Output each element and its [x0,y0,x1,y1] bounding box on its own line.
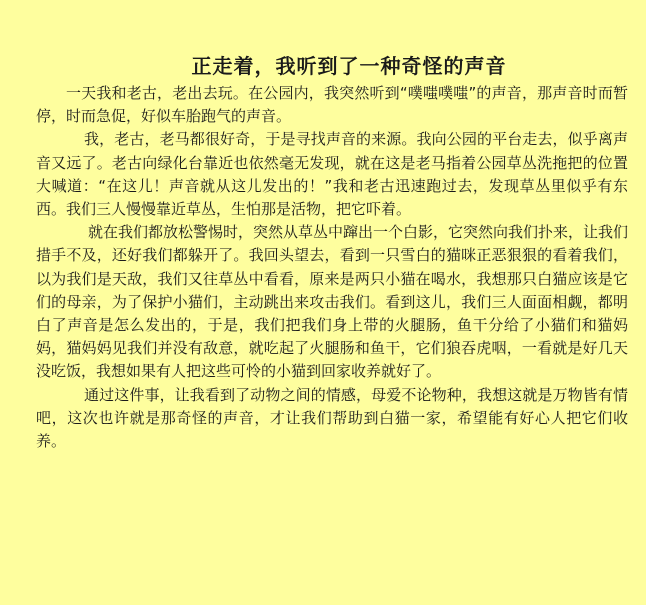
paragraph-1: 一天我和老古，老出去玩。在公园内，我突然听到“噗嗤噗嗤”的声音，那声音时而暂停，时而急促，好似车胎跑气的声音。 [36,84,628,126]
document-title: 正走着，我听到了一种奇怪的声音 [191,54,507,78]
paragraph-2: 我，老古，老马都很好奇，于是寻找声音的来源。我向公园的平台走去，似乎离声音又远了。老古向绿化台靠近也依然毫无发现，就在这是老马指着公园草丛洗拖把的位置大喊道：“在这儿！声音就从这儿发出的！”我和老古迅速跑过去，发现草丛里似乎有东西。我们三人慢慢靠近草丛，生怕那是活物，把它吓着。 [36,130,628,219]
paragraph-3: 就在我们都放松警惕时，突然从草丛中蹿出一个白影，它突然向我们扑来，让我们措手不及，还好我们都躲开了。我回头望去，看到一只雪白的猫咪正恶狠狠的看着我们，以为我们是天敌，我们又往草丛中看看，原来是两只小猫在喝水，我想那只白猫应该是它们的母亲，为了保护小猫们，主动跳出来攻击我们。看到这儿，我们三人面面相觑，都明白了声音是怎么发出的，于是，我们把我们身上带的火腿肠，鱼干分给了小猫们和猫妈妈，猫妈妈见我们并没有敌意，就吃起了火腿肠和鱼干，它们狼吞虎咽，一看就是好几天没吃饭，我想如果有人把这些可怜的小猫到回家收养就好了。 [36,223,629,381]
paragraph-4: 通过这件事，让我看到了动物之间的情感，母爱不论物种，我想这就是万物皆有情吧，这次也许就是那奇怪的声音，才让我们帮助到白猫一家，希望能有好心人把它们收养。 [36,385,628,451]
